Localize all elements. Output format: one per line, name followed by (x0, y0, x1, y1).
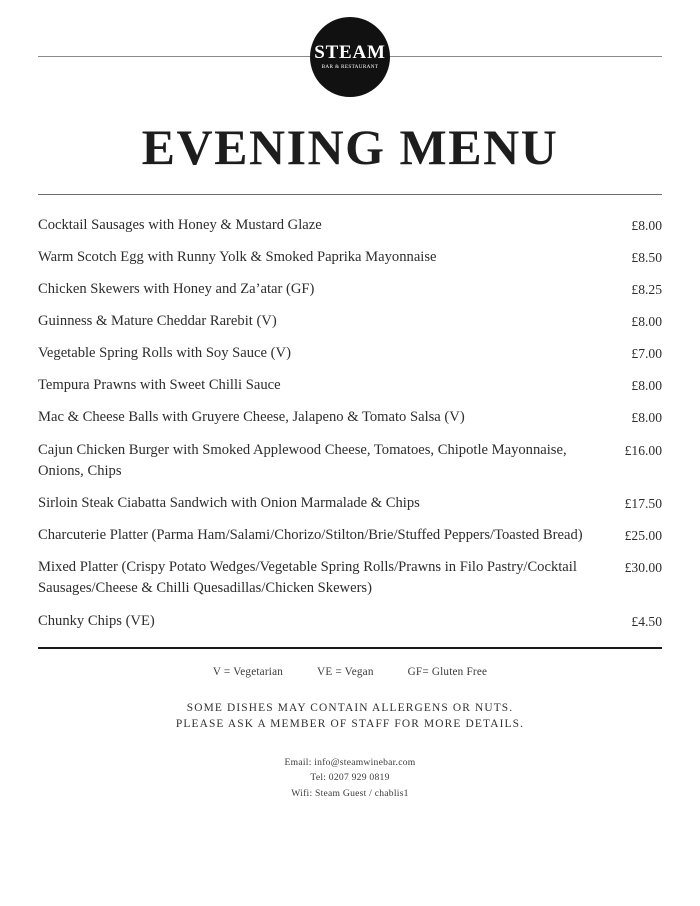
menu-item-name: Chicken Skewers with Honey and Za’atar (GF) (38, 280, 315, 297)
menu-item-price: £7.00 (631, 346, 662, 362)
menu-item-price: £8.00 (631, 217, 662, 233)
menu-item-name: Tempura Prawns with Sweet Chilli Sauce (38, 377, 281, 394)
menu-item-row (38, 209, 662, 241)
contact-details (0, 755, 700, 802)
menu-item-name: Vegetable Spring Rolls with Soy Sauce (V) (38, 345, 291, 362)
menu-item-row (38, 434, 662, 487)
menu-item-row (38, 402, 662, 434)
dietary-legend (0, 666, 700, 678)
menu-item-row (38, 520, 662, 552)
menu-item-name: Charcuterie Platter (Parma Ham/Salami/Chorizo/Stilton/Brie/Stuffed Peppers/Toasted Bread) (38, 527, 583, 544)
menu-item-price: £8.50 (631, 249, 662, 265)
legend-gluten-free: GF= Gluten Free (407, 665, 488, 678)
menu-item-row (38, 487, 662, 519)
contact-telephone: Tel: 0207 929 0819 (310, 772, 390, 784)
legend-vegetarian: V = Vegetarian (212, 665, 284, 678)
menu-item-price: £8.00 (631, 313, 662, 329)
contact-wifi: Wifi: Steam Guest / chablis1 (291, 787, 409, 799)
menu-item-price: £8.00 (631, 378, 662, 394)
allergen-notice-line-1: SOME DISHES MAY CONTAIN ALLERGENS OR NUTS. (186, 701, 514, 714)
menu-item-name: Sirloin Steak Ciabatta Sandwich with Onion Marmalade & Chips (38, 494, 420, 511)
logo-wordmark: STEAM (314, 42, 386, 64)
menu-item-price: £17.50 (624, 495, 662, 511)
menu-footer (0, 649, 700, 802)
menu-item-price: £30.00 (624, 560, 662, 576)
menu-item-price: £25.00 (624, 528, 662, 544)
menu-item-name: Chunky Chips (VE) (38, 612, 155, 629)
menu-item-row (38, 241, 662, 273)
logo-subtitle: BAR & RESTAURANT (321, 64, 379, 71)
menu-item-row (38, 338, 662, 370)
allergen-notice-line-2: PLEASE ASK A MEMBER OF STAFF FOR MORE DETAILS. (175, 718, 525, 731)
menu-item-name: Cocktail Sausages with Honey & Mustard Glaze (38, 216, 322, 233)
menu-item-list (0, 195, 700, 637)
menu-item-name: Warm Scotch Egg with Runny Yolk & Smoked Paprika Mayonnaise (38, 248, 437, 265)
menu-item-name: Mac & Cheese Balls with Gruyere Cheese, Jalapeno & Tomato Salsa (V) (38, 409, 465, 426)
allergen-notice (0, 700, 700, 733)
masthead (0, 0, 700, 112)
page-title: EVENING MENU (141, 119, 559, 175)
menu-item-row (38, 552, 662, 605)
menu-item-row (38, 305, 662, 337)
menu-item-row (38, 273, 662, 305)
menu-item-name: Guinness & Mature Cheddar Rarebit (V) (38, 312, 277, 329)
menu-item-name: Mixed Platter (Crispy Potato Wedges/Vegetable Spring Rolls/Prawns in Filo Pastry/Cocktail Sausages/Cheese & Chilli Quesadillas/Chicken Skewers) (38, 559, 577, 597)
menu-item-price: £8.00 (631, 410, 662, 426)
legend-vegan: VE = Vegan (317, 665, 374, 678)
menu-item-price: £16.00 (624, 442, 662, 458)
menu-item-row (38, 605, 662, 637)
steam-logo-badge (310, 17, 390, 97)
menu-item-row (38, 370, 662, 402)
menu-item-name: Cajun Chicken Burger with Smoked Applewood Cheese, Tomatoes, Chipotle Mayonnaise, Onions, Chips (38, 441, 567, 479)
contact-email: Email: info@steamwinebar.com (284, 756, 416, 768)
menu-item-price: £8.25 (631, 281, 662, 297)
menu-item-price: £4.50 (631, 613, 662, 629)
